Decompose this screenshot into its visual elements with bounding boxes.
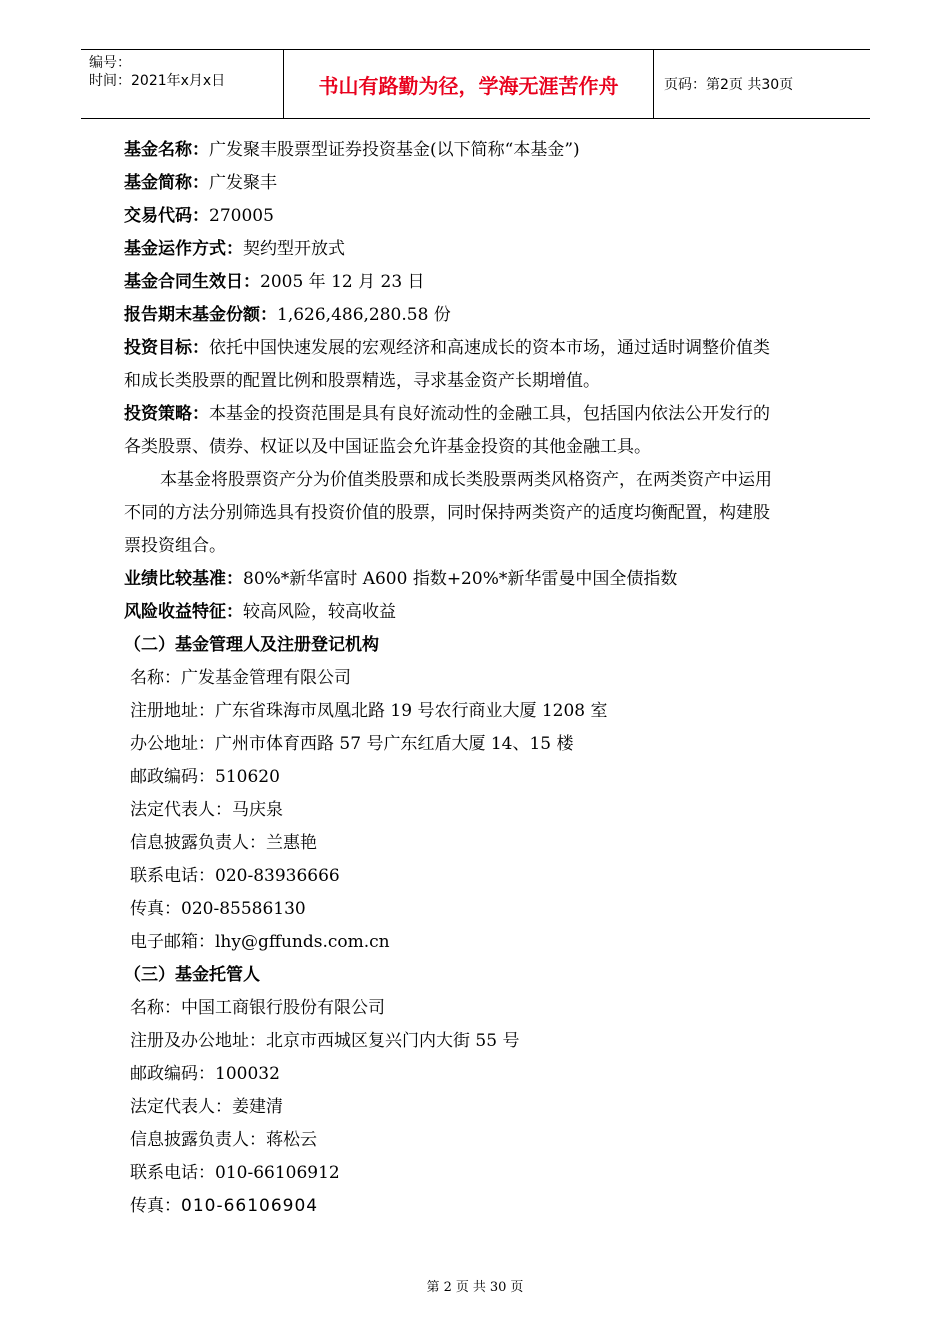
field-value: 依托中国快速发展的宏观经济和高速成长的资本市场，通过适时调整价值类 — [209, 338, 770, 358]
fund-objective-line — [124, 332, 864, 365]
strategy-paragraph-line: 票投资组合。 — [124, 536, 226, 556]
fund-strategy-cont: 各类股票、债券、权证以及中国证监会允许基金投资的其他金融工具。 — [124, 437, 651, 457]
fund-effective-line — [124, 266, 864, 299]
manager-reg-address: 注册地址：广东省珠海市凤凰北路 19 号农行商业大厦 1208 室 — [130, 701, 608, 721]
field-value: 010-66106904 — [181, 1196, 319, 1216]
manager-office-address: 办公地址：广州市体育西路 57 号广东红盾大厦 14、15 楼 — [130, 734, 574, 754]
fund-shares-line — [124, 299, 864, 332]
field-label: 传真： — [130, 1196, 181, 1216]
manager-email: 电子邮箱：lhy@gffunds.com.cn — [130, 932, 390, 952]
custodian-fax-line — [124, 1190, 864, 1223]
manager-phone: 联系电话：020-83936666 — [130, 866, 340, 886]
fund-objective-cont: 和成长类股票的配置比例和股票精选，寻求基金资产长期增值。 — [124, 371, 600, 391]
field-value: 广发聚丰 — [209, 173, 277, 193]
header-meta — [81, 50, 284, 118]
field-value: 广发聚丰股票型证券投资基金(以下简称“本基金”) — [209, 140, 580, 160]
footer-total-pages: 30 — [489, 1280, 507, 1295]
field-label: 交易代码： — [124, 206, 209, 226]
section-heading-manager: （二）基金管理人及注册登记机构 — [124, 635, 379, 655]
field-label: 基金简称： — [124, 173, 209, 193]
page-header — [81, 49, 870, 119]
custodian-address: 注册及办公地址：北京市西城区复兴门内大街 55 号 — [130, 1031, 520, 1051]
field-label: 报告期末基金份额： — [124, 305, 277, 325]
manager-postcode: 邮政编码：510620 — [130, 767, 280, 787]
field-label: 基金名称： — [124, 140, 209, 160]
manager-name: 名称：广发基金管理有限公司 — [130, 668, 351, 688]
custodian-legal-rep: 法定代表人：姜建清 — [130, 1097, 283, 1117]
field-label: 基金合同生效日： — [124, 272, 260, 292]
strategy-paragraph-line: 本基金将股票资产分为价值类股票和成长类股票两类风格资产，在两类资产中运用 — [160, 470, 772, 490]
header-motto: 书山有路勤为径，学海无涯苦作舟 — [284, 50, 654, 118]
strategy-paragraph-line: 不同的方法分别筛选具有投资价值的股票，同时保持两类资产的适度均衡配置，构建股 — [124, 503, 770, 523]
fund-short-line — [124, 167, 864, 200]
footer-text: 页 — [455, 1280, 469, 1295]
field-label: 投资目标： — [124, 338, 209, 358]
custodian-disclosure: 信息披露负责人：蒋松云 — [130, 1130, 317, 1150]
fund-code-line — [124, 200, 864, 233]
page-footer — [0, 1276, 950, 1295]
field-value: 1,626,486,280.58 份 — [277, 305, 451, 325]
field-label: 业绩比较基准： — [124, 569, 243, 589]
fund-name-line — [124, 134, 864, 167]
field-value: 本基金的投资范围是具有良好流动性的金融工具，包括国内依法公开发行的 — [209, 404, 770, 424]
footer-page-number: 2 — [443, 1280, 452, 1295]
field-value: 契约型开放式 — [243, 239, 345, 259]
field-label: 基金运作方式： — [124, 239, 243, 259]
fund-strategy-line — [124, 398, 864, 431]
manager-fax: 传真：020-85586130 — [130, 899, 306, 919]
field-value: 较高风险，较高收益 — [243, 602, 396, 622]
manager-legal-rep: 法定代表人：马庆泉 — [130, 800, 283, 820]
section-heading-custodian: （三）基金托管人 — [124, 965, 260, 985]
field-value: 270005 — [209, 206, 274, 226]
footer-text: 页 — [510, 1280, 524, 1295]
fund-risk-line — [124, 596, 864, 629]
custodian-phone: 联系电话：010-66106912 — [130, 1163, 340, 1183]
header-page-info: 页码：第2页 共30页 — [664, 77, 794, 93]
fund-benchmark-line — [124, 563, 864, 596]
footer-text: 共 — [472, 1280, 486, 1295]
document-body — [124, 134, 864, 1223]
field-label: 风险收益特征： — [124, 602, 243, 622]
footer-text: 第 — [426, 1280, 440, 1295]
field-label: 投资策略： — [124, 404, 209, 424]
custodian-postcode: 邮政编码：100032 — [130, 1064, 280, 1084]
field-value: 2005 年 12 月 23 日 — [260, 272, 425, 292]
doc-time: 时间：2021年x月x日 — [89, 73, 226, 89]
fund-mode-line — [124, 233, 864, 266]
manager-disclosure: 信息披露负责人：兰惠艳 — [130, 833, 317, 853]
doc-number: 编号： — [89, 55, 131, 71]
custodian-name: 名称：中国工商银行股份有限公司 — [130, 998, 385, 1018]
field-value: 80%*新华富时 A600 指数+20%*新华雷曼中国全债指数 — [243, 569, 678, 589]
